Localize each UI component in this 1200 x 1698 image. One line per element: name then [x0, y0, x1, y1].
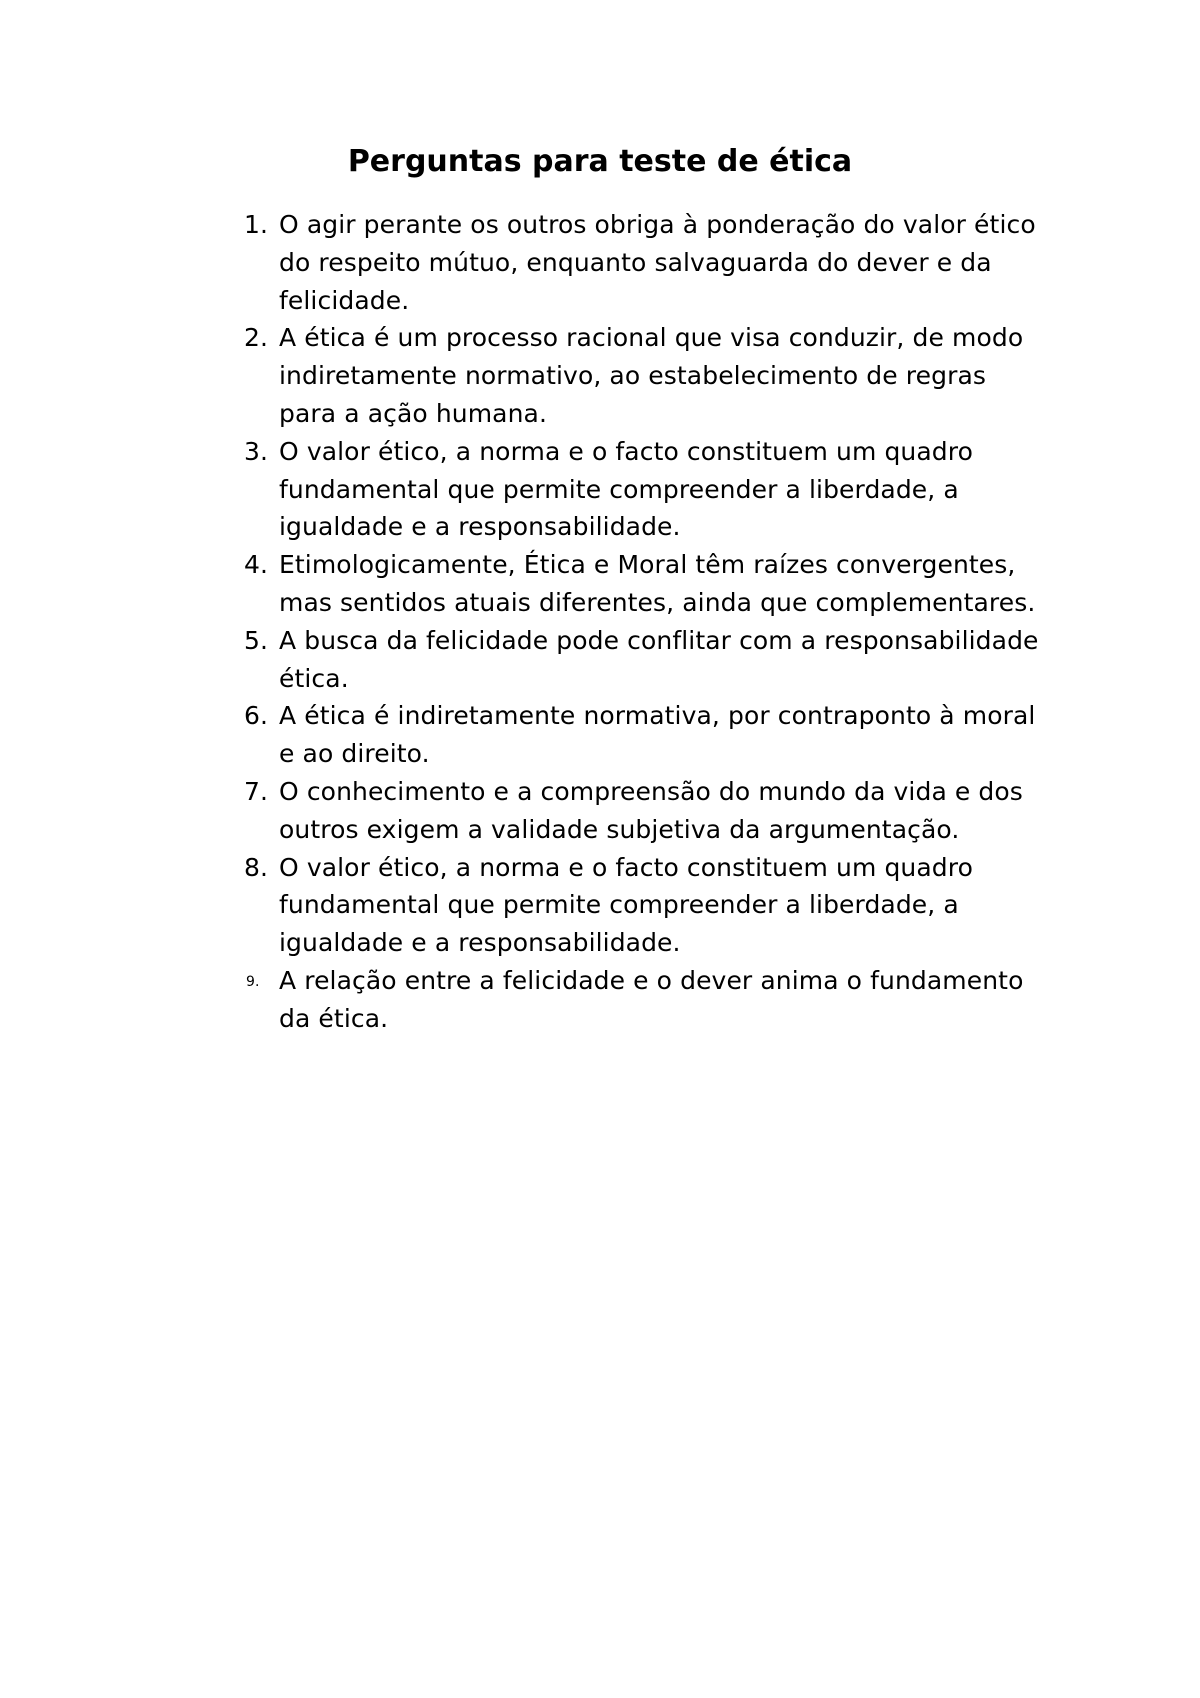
page-title: Perguntas para teste de ética	[347, 144, 853, 179]
question-number-9: 9.	[246, 973, 260, 990]
question-item-3	[244, 433, 1039, 546]
question-item-5	[244, 622, 1039, 698]
question-item-2	[244, 319, 1039, 432]
question-item-7	[244, 773, 1039, 849]
question-text-1: O agir perante os outros obriga à ponderação do valor ético do respeito mútuo, enquanto salvaguarda do dever e da felicidade.	[279, 210, 1036, 315]
question-number-2: 2.	[244, 323, 269, 353]
question-number-8: 8.	[244, 852, 269, 882]
question-text-6: A ética é indiretamente normativa, por contraponto à moral e ao direito.	[279, 701, 1036, 769]
question-item-6	[244, 697, 1039, 773]
question-text-8: O valor ético, a norma e o facto constituem um quadro fundamental que permite compreender a liberdade, a igualdade e a responsabilidade.	[279, 852, 973, 958]
question-list	[244, 206, 1039, 1038]
question-number-6: 6.	[244, 701, 269, 731]
question-number-4: 4.	[244, 550, 269, 580]
question-text-2: A ética é um processo racional que visa conduzir, de modo indiretamente normativo, ao estabelecimento de regras para a ação humana.	[279, 323, 1024, 428]
question-item-9	[246, 962, 1039, 1038]
question-text-9: A relação entre a felicidade e o dever anima o fundamento da ética.	[279, 965, 1024, 1033]
question-number-1: 1.	[244, 210, 269, 239]
question-text-5: A busca da felicidade pode conflitar com a responsabilidade ética.	[279, 625, 1039, 693]
question-number-5: 5.	[244, 625, 269, 655]
question-number-7: 7.	[244, 776, 269, 806]
question-item-8	[244, 849, 1039, 962]
question-text-4: Etimologicamente, Ética e Moral têm raízes convergentes, mas sentidos atuais diferentes, ainda que complementares.	[279, 550, 1036, 617]
question-item-4	[244, 546, 1039, 622]
question-text-3: O valor ético, a norma e o facto constituem um quadro fundamental que permite compreender a liberdade, a igualdade e a responsabilidade.	[279, 436, 973, 542]
question-item-1	[244, 206, 1039, 319]
question-text-7: O conhecimento e a compreensão do mundo da vida e dos outros exigem a validade subjetiva da argumentação.	[279, 776, 1023, 844]
question-number-3: 3.	[244, 436, 269, 466]
